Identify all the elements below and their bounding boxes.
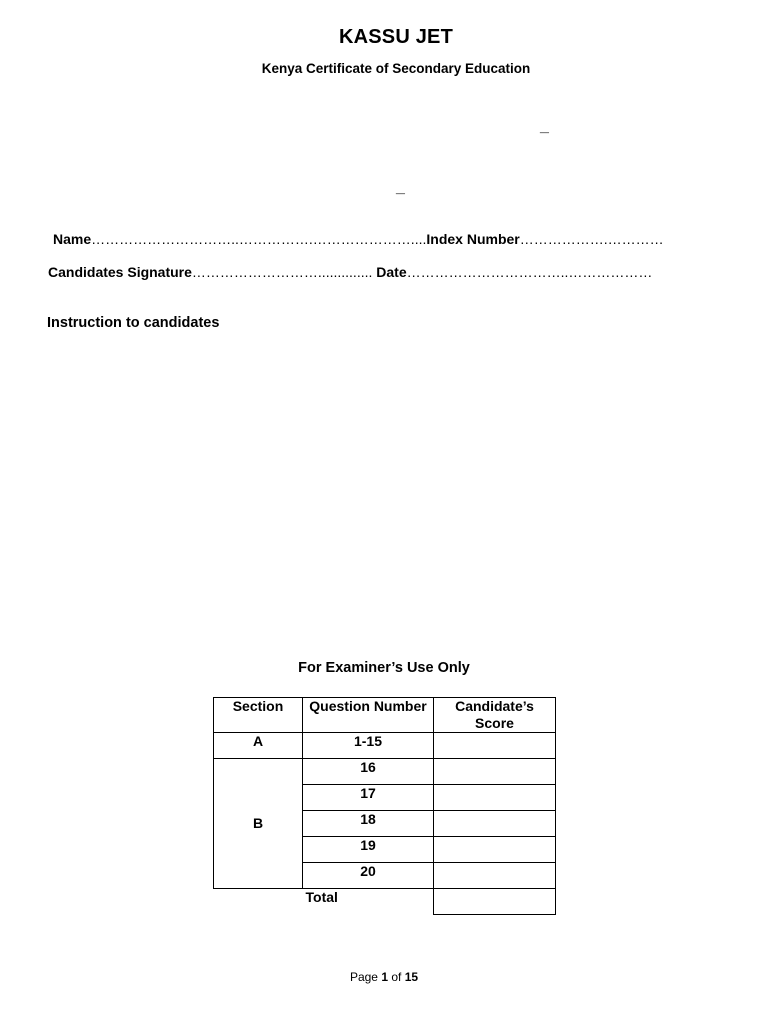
index-number-label: Index Number	[426, 231, 520, 247]
total-label: Total	[303, 889, 434, 915]
table-header-row	[214, 698, 556, 733]
section-b-cell: B	[214, 759, 303, 889]
score-cell[interactable]	[434, 811, 556, 837]
page-word: Page	[349, 970, 378, 984]
header-candidate-score: Candidate’s Score	[434, 698, 556, 733]
question-cell: 19	[303, 837, 434, 863]
score-cell[interactable]	[434, 863, 556, 889]
document-subtitle: Kenya Certificate of Secondary Education	[261, 61, 531, 76]
document-title: KASSU JET	[338, 26, 454, 48]
page-total: 15	[404, 970, 419, 984]
section-a-cell: A	[214, 733, 303, 759]
name-field[interactable]: …………………………..…………….…………………....	[91, 231, 427, 247]
total-score-cell[interactable]	[434, 889, 556, 915]
signature-label: Candidates Signature	[48, 264, 192, 280]
score-cell[interactable]	[434, 733, 556, 759]
total-row	[214, 889, 556, 915]
name-index-line	[53, 231, 664, 247]
question-cell: 20	[303, 863, 434, 889]
question-cell: 1-15	[303, 733, 434, 759]
header-section: Section	[214, 698, 303, 733]
examiner-caption: For Examiner’s Use Only	[298, 660, 470, 676]
blank-line-2: _	[396, 179, 405, 196]
instructions-heading: Instruction to candidates	[47, 315, 220, 331]
score-cell[interactable]	[434, 785, 556, 811]
page-footer	[0, 970, 768, 984]
score-cell[interactable]	[434, 837, 556, 863]
question-cell: 16	[303, 759, 434, 785]
question-cell: 18	[303, 811, 434, 837]
total-spacer	[214, 889, 303, 915]
name-label: Name	[53, 231, 92, 247]
date-field[interactable]: ……………………………..………………	[406, 264, 653, 280]
blank-line-1: _	[540, 118, 549, 135]
examiner-score-table	[213, 697, 556, 915]
table-row	[214, 759, 556, 785]
date-label: Date	[376, 264, 407, 280]
question-cell: 17	[303, 785, 434, 811]
header-question-number: Question Number	[303, 698, 434, 733]
of-word: of	[391, 970, 402, 984]
signature-date-line	[48, 264, 652, 280]
index-number-field[interactable]: ……………….…………	[519, 231, 664, 247]
signature-field[interactable]: ………………………..............	[191, 264, 377, 280]
score-cell[interactable]	[434, 759, 556, 785]
page-current: 1	[381, 970, 388, 984]
table-row	[214, 733, 556, 759]
